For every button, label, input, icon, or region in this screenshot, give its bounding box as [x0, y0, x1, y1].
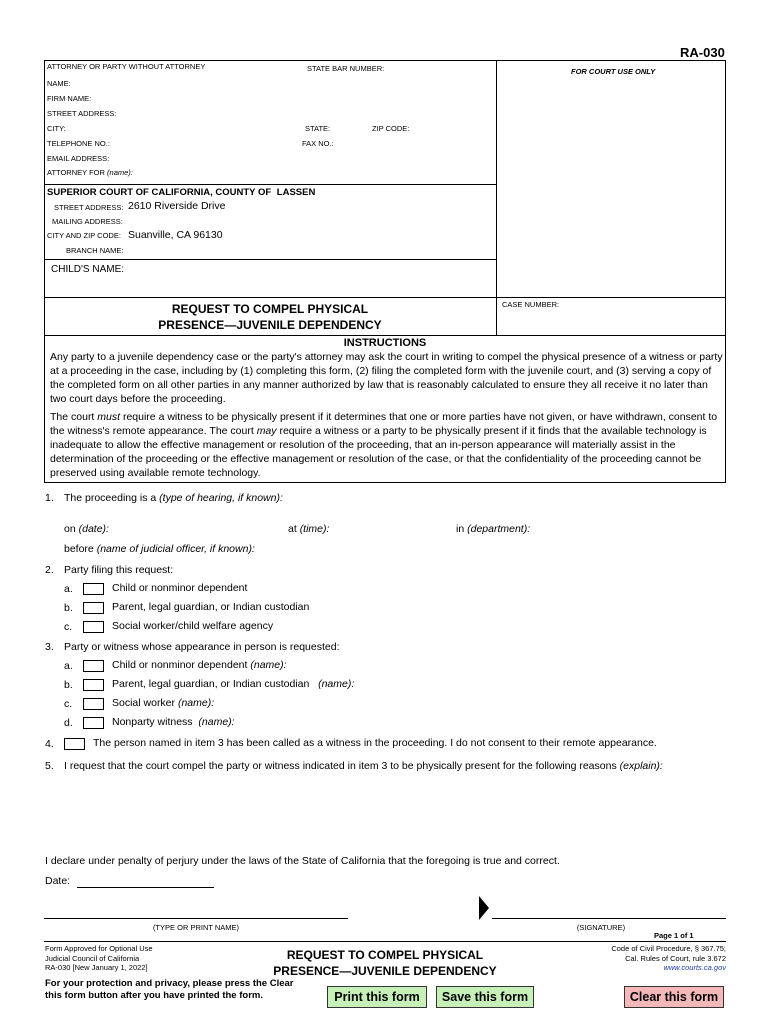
- privacy-notice: [45, 978, 293, 1002]
- item2-text: Party filing this request:: [64, 564, 174, 576]
- item1-officer-line: [64, 543, 255, 555]
- form-title: [44, 301, 496, 333]
- instructions-body: [50, 350, 723, 480]
- instructions-right-border: [725, 335, 726, 482]
- item3-c-hint: (name):: [177, 697, 215, 709]
- save-form-button[interactable]: Save this form: [436, 986, 534, 1008]
- footer-left-line2: Judicial Council of California: [45, 953, 140, 963]
- email-label: EMAIL ADDRESS:: [47, 154, 110, 163]
- item3-d-hint: (name):: [198, 716, 235, 728]
- court-street-value: 2610 Riverside Drive: [128, 200, 226, 212]
- caption-right-border: [725, 60, 726, 335]
- item2-b-letter: b.: [64, 602, 73, 614]
- caption-bottom-border: [44, 335, 726, 336]
- footer-right: [611, 944, 726, 973]
- item3-c-letter: c.: [64, 698, 73, 710]
- attorney-label: ATTORNEY OR PARTY WITHOUT ATTORNEY: [47, 62, 206, 71]
- item2-number: 2.: [45, 564, 54, 576]
- item3-a-checkbox[interactable]: [83, 660, 104, 672]
- item3-d-checkbox[interactable]: [83, 717, 104, 729]
- instructions-bottom-border: [44, 482, 726, 483]
- item2-c-checkbox[interactable]: [83, 621, 104, 633]
- para2-part-a: The court: [50, 411, 98, 423]
- item4-number: 4.: [45, 738, 54, 750]
- instructions-heading: INSTRUCTIONS: [343, 337, 427, 349]
- item2-a-letter: a.: [64, 583, 73, 595]
- item3-b-label: Parent, legal guardian, or Indian custodian: [112, 678, 310, 690]
- item3-c-line: [112, 697, 214, 709]
- type-name-label: (TYPE OR PRINT NAME): [152, 923, 240, 932]
- attorney-court-divider: [44, 184, 496, 185]
- footer-rule-citation: Cal. Rules of Court, rule 3.672: [625, 953, 726, 963]
- signature-arrow-icon: [478, 896, 490, 920]
- item3-c-checkbox[interactable]: [83, 698, 104, 710]
- item3-c-label: Social worker: [112, 697, 176, 709]
- item2-b-label: Parent, legal guardian, or Indian custodian: [112, 601, 310, 613]
- item3-number: 3.: [45, 641, 54, 653]
- item1-before-label: before: [64, 543, 94, 555]
- zip-label: ZIP CODE:: [372, 124, 410, 133]
- form-number: RA-030: [680, 45, 725, 60]
- footer-title-line2: PRESENCE—JUVENILE DEPENDENCY: [273, 964, 497, 978]
- courts-website-link[interactable]: www.courts.ca.gov: [663, 963, 726, 972]
- item5-text: I request that the court compel the party or witness indicated in item 3 to be physically present for the following reasons: [64, 760, 617, 772]
- privacy-line1: For your protection and privacy, please press the Clear: [45, 978, 294, 989]
- item1-time-hint: (time):: [299, 523, 330, 535]
- item5-line: [64, 760, 663, 772]
- para2-part-b: require a witness to be physically present if it determines that one or more parties have not given, or have withdrawn, consent to the witness's remote appearance. The court: [50, 411, 718, 437]
- date-field-line[interactable]: [77, 887, 214, 888]
- item1-in-label: in: [456, 523, 465, 535]
- form-title-line2: PRESENCE—JUVENILE DEPENDENCY: [158, 318, 382, 332]
- court-city-zip-label: CITY AND ZIP CODE:: [47, 231, 121, 240]
- item3-b-letter: b.: [64, 679, 73, 691]
- instructions-para2: [50, 410, 723, 480]
- item1-date-line: [64, 523, 109, 535]
- item2-c-letter: c.: [64, 621, 73, 633]
- instructions-left-border: [44, 335, 45, 482]
- childs-name-label: CHILD'S NAME:: [51, 264, 125, 275]
- court-title-line: [47, 187, 315, 198]
- attorney-for-hint: (name):: [107, 168, 133, 177]
- item1-department-hint: (department):: [467, 523, 531, 535]
- item2-a-label: Child or nonminor dependent: [112, 582, 248, 594]
- item2-b-checkbox[interactable]: [83, 602, 104, 614]
- item3-d-label: Nonparty witness: [112, 716, 193, 728]
- fax-label: FAX NO.:: [302, 139, 334, 148]
- instructions-para1: Any party to a juvenile dependency case or the party's attorney may ask the court in writing to compel the physical presence of a witness or party at a proceeding in the case, including by (1) completing this form, (2) filing the completed form with the juvenile court, and (3) serving a copy of the completed form on all other parties in any manner authorized by law that is reasonably calculated to ensure they all receive it no later than two court days before the proceeding.: [50, 351, 723, 405]
- footer-left: [45, 944, 153, 973]
- item3-a-letter: a.: [64, 660, 73, 672]
- clear-form-button[interactable]: Clear this form: [624, 986, 724, 1008]
- firm-label: FIRM NAME:: [47, 94, 92, 103]
- court-title: SUPERIOR COURT OF CALIFORNIA, COUNTY OF: [47, 187, 272, 198]
- para2-part-c: require a witness or a party to be physically present if it finds that the available technology is inadequate to allow the effective management or resolution of the proceeding, that an in-person appearance will materially assist in the determination of the proceeding or the effective management or resolution of the case, or that the confidentiality of the proceeding cannot be preserved using available remote technology.: [50, 425, 707, 479]
- court-street-label: STREET ADDRESS:: [54, 203, 124, 212]
- branch-label: BRANCH NAME:: [66, 246, 124, 255]
- item1-text: The proceeding is a: [64, 492, 157, 504]
- item1-date-hint: (date):: [78, 523, 109, 535]
- item3-b-hint: (name):: [318, 678, 355, 690]
- item3-d-letter: d.: [64, 717, 73, 729]
- state-bar-label: STATE BAR NUMBER:: [307, 64, 385, 73]
- para2-may: may: [256, 425, 277, 437]
- item5-hint: (explain):: [619, 760, 663, 772]
- item3-a-hint: (name):: [250, 659, 287, 671]
- item1-text-line: [64, 492, 283, 504]
- item1-number: 1.: [45, 492, 54, 504]
- item3-b-checkbox[interactable]: [83, 679, 104, 691]
- item2-a-checkbox[interactable]: [83, 583, 104, 595]
- item3-b-line: [112, 678, 354, 690]
- footer-left-line3: RA-030 [New January 1, 2022]: [45, 963, 148, 972]
- state-label: STATE:: [305, 124, 331, 133]
- item3-text: Party or witness whose appearance in person is requested:: [64, 641, 340, 653]
- declaration-text: I declare under penalty of perjury under the laws of the State of California that the foregoing is true and correct.: [45, 855, 560, 867]
- caption-top-border: [44, 60, 726, 61]
- street-label: STREET ADDRESS:: [47, 109, 117, 118]
- county-name: LASSEN: [276, 187, 316, 198]
- caption-left-border: [44, 60, 45, 335]
- item2-c-label: Social worker/child welfare agency: [112, 620, 274, 632]
- court-mailing-label: MAILING ADDRESS:: [52, 217, 123, 226]
- print-name-line[interactable]: [44, 918, 348, 919]
- court-use-divider: [496, 60, 497, 335]
- child-title-divider: [44, 297, 726, 298]
- item1-department-line: [456, 523, 530, 535]
- case-number-label: CASE NUMBER:: [502, 300, 560, 309]
- signature-line[interactable]: [492, 918, 726, 919]
- item5-number: 5.: [45, 760, 54, 772]
- date-label: Date:: [45, 875, 71, 887]
- item3-d-line: [112, 716, 235, 728]
- phone-label: TELEPHONE NO.:: [47, 139, 110, 148]
- item1-time-line: [288, 523, 329, 535]
- item1-officer-hint: (name of judicial officer, if known):: [96, 543, 255, 555]
- footer-rule: [44, 941, 726, 942]
- name-label: NAME:: [47, 79, 71, 88]
- item1-on-label: on: [64, 523, 76, 535]
- attorney-for-line: [47, 168, 133, 177]
- court-city-zip-value: Suanville, CA 96130: [128, 229, 223, 241]
- attorney-for-label: ATTORNEY FOR: [47, 168, 105, 177]
- footer-title-line1: REQUEST TO COMPEL PHYSICAL: [286, 948, 484, 962]
- form-title-line1: REQUEST TO COMPEL PHYSICAL: [171, 302, 369, 316]
- city-label: CITY:: [47, 124, 66, 133]
- para2-must: must: [97, 411, 121, 423]
- footer-code-citation: Code of Civil Procedure, § 367.75;: [611, 944, 726, 953]
- print-form-button[interactable]: Print this form: [327, 986, 427, 1008]
- page-indicator: Page 1 of 1: [654, 931, 694, 940]
- item1-at-label: at: [288, 523, 297, 535]
- footer-title: [250, 947, 520, 979]
- item4-text: The person named in item 3 has been called as a witness in the proceeding. I do not consent to their remote appearance.: [93, 737, 657, 749]
- item3-a-label: Child or nonminor dependent: [112, 659, 248, 671]
- court-use-label: FOR COURT USE ONLY: [571, 67, 656, 76]
- court-child-divider: [44, 259, 496, 260]
- item4-checkbox[interactable]: [64, 738, 85, 750]
- item3-a-line: [112, 659, 287, 671]
- privacy-line2: this form button after you have printed the form.: [45, 990, 263, 1001]
- item1-hint: (type of hearing, if known):: [159, 492, 283, 504]
- footer-left-line1: Form Approved for Optional Use: [45, 944, 153, 953]
- signature-label: (SIGNATURE): [576, 923, 626, 932]
